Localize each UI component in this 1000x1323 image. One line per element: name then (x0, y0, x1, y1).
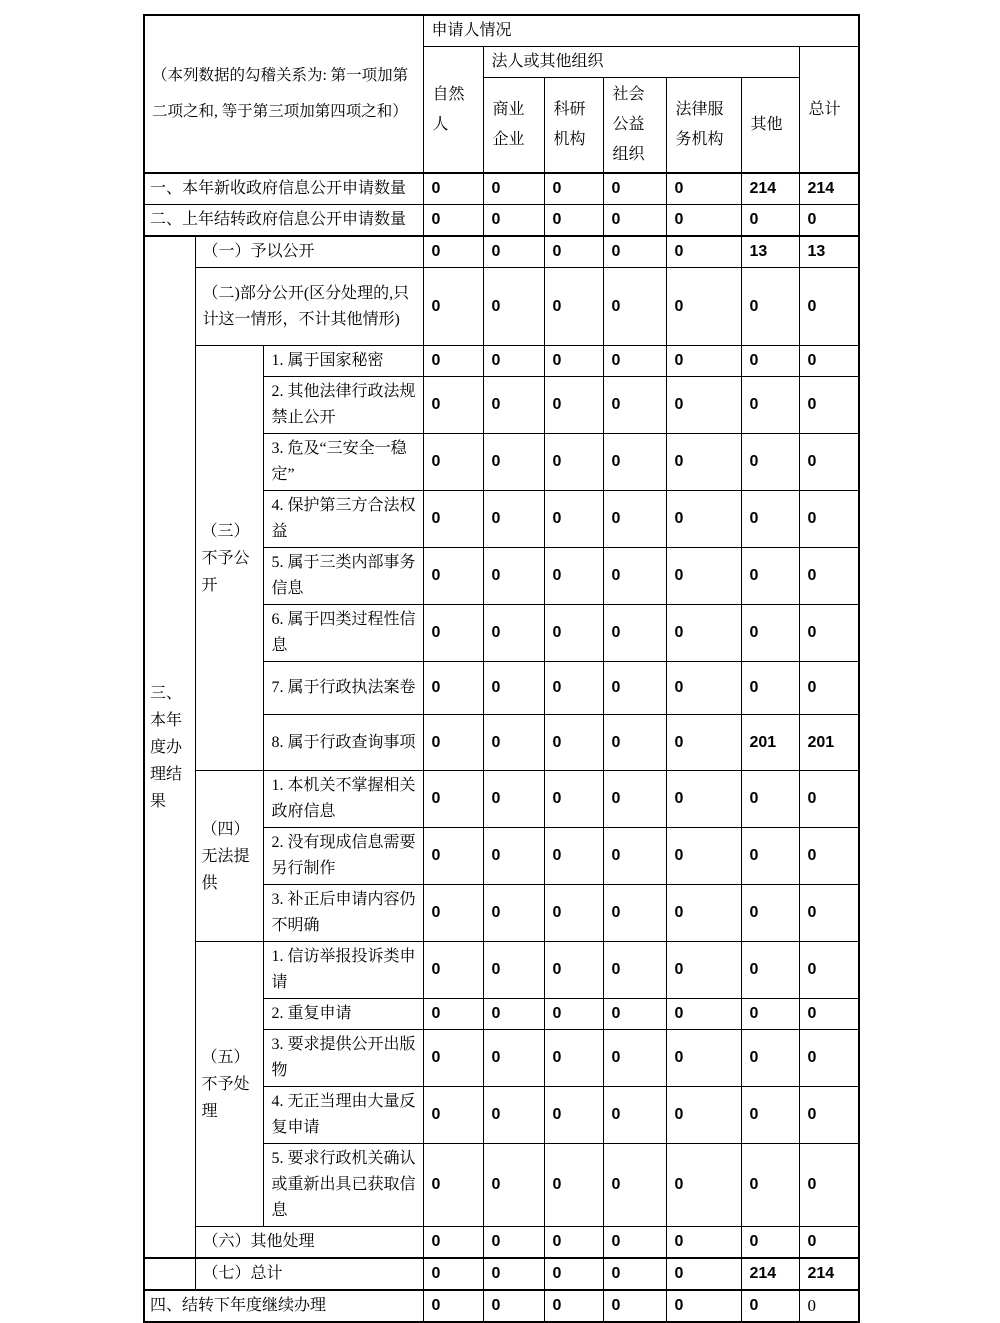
value-cell: 0 (666, 377, 741, 434)
row-label: 5. 属于三类内部事务信息 (263, 548, 423, 605)
value-cell: 0 (483, 1258, 544, 1290)
value-cell: 0 (423, 377, 483, 434)
value-cell: 0 (603, 942, 666, 999)
row-label: 二、上年结转政府信息公开申请数量 (144, 205, 423, 237)
value-cell: 0 (666, 715, 741, 771)
value-cell: 0 (544, 1030, 603, 1087)
row-label: 1. 本机关不掌握相关政府信息 (263, 771, 423, 828)
value-cell: 13 (799, 236, 859, 268)
value-cell: 0 (544, 268, 603, 346)
disclosure-requests-table (143, 14, 860, 1323)
value-cell: 0 (423, 771, 483, 828)
value-cell: 0 (741, 491, 799, 548)
header-total: 总计 (799, 47, 859, 174)
value-cell: 0 (666, 1144, 741, 1227)
row-label: （六）其他处理 (195, 1227, 423, 1259)
value-cell: 0 (799, 268, 859, 346)
value-cell: 0 (603, 346, 666, 377)
value-cell: 0 (603, 999, 666, 1030)
value-cell: 214 (799, 173, 859, 205)
value-cell: 13 (741, 236, 799, 268)
value-cell: 0 (666, 662, 741, 715)
row-label: 一、本年新收政府信息公开申请数量 (144, 173, 423, 205)
value-cell: 0 (483, 205, 544, 237)
value-cell: 0 (741, 942, 799, 999)
value-cell: 0 (799, 771, 859, 828)
value-cell: 0 (799, 1087, 859, 1144)
value-cell: 0 (544, 605, 603, 662)
value-cell: 0 (666, 1227, 741, 1259)
header-applicant-situation: 申请人情况 (423, 15, 859, 47)
value-cell: 0 (544, 434, 603, 491)
header-research-institution: 科研机构 (544, 78, 603, 174)
value-cell: 0 (603, 1144, 666, 1227)
value-cell: 0 (483, 715, 544, 771)
group-label-refuse-disclosure: （三）不予公开 (195, 346, 263, 771)
value-cell: 0 (799, 346, 859, 377)
value-cell: 0 (544, 377, 603, 434)
empty-cell (144, 1258, 195, 1290)
value-cell: 0 (483, 173, 544, 205)
value-cell: 0 (423, 205, 483, 237)
value-cell: 0 (483, 268, 544, 346)
value-cell: 0 (741, 1227, 799, 1259)
value-cell: 0 (603, 1290, 666, 1322)
value-cell: 0 (544, 1144, 603, 1227)
value-cell: 0 (799, 662, 859, 715)
value-cell: 0 (483, 434, 544, 491)
header-social-welfare-org: 社会公益组织 (603, 78, 666, 174)
value-cell: 0 (666, 236, 741, 268)
value-cell: 0 (603, 236, 666, 268)
value-cell: 0 (544, 885, 603, 942)
value-cell: 0 (544, 828, 603, 885)
value-cell: 0 (741, 548, 799, 605)
header-natural-person: 自然人 (423, 47, 483, 174)
value-cell: 0 (544, 662, 603, 715)
value-cell: 0 (544, 999, 603, 1030)
value-cell: 0 (483, 828, 544, 885)
value-cell: 0 (603, 377, 666, 434)
value-cell: 0 (483, 491, 544, 548)
value-cell: 0 (666, 1087, 741, 1144)
value-cell: 0 (666, 491, 741, 548)
row-label: 2. 其他法律行政法规禁止公开 (263, 377, 423, 434)
value-cell: 0 (799, 377, 859, 434)
value-cell: 0 (483, 885, 544, 942)
row-label: 7. 属于行政执法案卷 (263, 662, 423, 715)
row-label: 2. 没有现成信息需要另行制作 (263, 828, 423, 885)
value-cell: 0 (603, 715, 666, 771)
value-cell: 0 (423, 491, 483, 548)
value-cell: 0 (603, 605, 666, 662)
value-cell: 0 (423, 1227, 483, 1259)
value-cell: 0 (666, 1290, 741, 1322)
value-cell: 0 (483, 1144, 544, 1227)
value-cell: 0 (666, 205, 741, 237)
value-cell: 0 (423, 1087, 483, 1144)
value-cell: 0 (666, 346, 741, 377)
value-cell: 0 (423, 173, 483, 205)
value-cell: 0 (544, 942, 603, 999)
value-cell: 0 (666, 771, 741, 828)
row-label: 6. 属于四类过程性信息 (263, 605, 423, 662)
value-cell: 0 (603, 1258, 666, 1290)
value-cell: 0 (423, 1030, 483, 1087)
value-cell: 0 (544, 491, 603, 548)
value-cell: 0 (483, 771, 544, 828)
row-label: 5. 要求行政机关确认或重新出具已获取信息 (263, 1144, 423, 1227)
value-cell: 0 (603, 548, 666, 605)
value-cell: 0 (423, 268, 483, 346)
row-label: 3. 要求提供公开出版物 (263, 1030, 423, 1087)
value-cell: 0 (544, 771, 603, 828)
value-cell: 0 (483, 377, 544, 434)
value-cell: 0 (544, 1258, 603, 1290)
value-cell: 0 (799, 605, 859, 662)
value-cell: 0 (741, 1030, 799, 1087)
value-cell: 0 (544, 173, 603, 205)
value-cell: 0 (666, 268, 741, 346)
row-label: 8. 属于行政查询事项 (263, 715, 423, 771)
value-cell: 0 (483, 548, 544, 605)
value-cell: 0 (423, 662, 483, 715)
value-cell: 0 (483, 1290, 544, 1322)
value-cell: 0 (603, 885, 666, 942)
header-commercial-enterprise: 商业企业 (483, 78, 544, 174)
value-cell: 0 (483, 605, 544, 662)
value-cell: 0 (603, 771, 666, 828)
value-cell: 0 (423, 1258, 483, 1290)
value-cell: 0 (423, 715, 483, 771)
value-cell: 0 (741, 662, 799, 715)
value-cell: 0 (423, 885, 483, 942)
value-cell: 0 (423, 346, 483, 377)
value-cell: 0 (423, 236, 483, 268)
value-cell: 0 (799, 1030, 859, 1087)
value-cell: 0 (483, 662, 544, 715)
value-cell: 0 (603, 268, 666, 346)
value-cell: 0 (799, 1290, 859, 1322)
value-cell: 0 (741, 1144, 799, 1227)
value-cell: 0 (741, 434, 799, 491)
value-cell: 0 (741, 605, 799, 662)
row-label: 1. 信访举报投诉类申请 (263, 942, 423, 999)
value-cell: 0 (666, 173, 741, 205)
value-cell: 0 (666, 999, 741, 1030)
value-cell: 0 (423, 605, 483, 662)
value-cell: 201 (799, 715, 859, 771)
value-cell: 0 (483, 236, 544, 268)
value-cell: 0 (666, 548, 741, 605)
value-cell: 0 (603, 1087, 666, 1144)
row-label: 四、结转下年度继续办理 (144, 1290, 423, 1322)
value-cell: 0 (423, 1144, 483, 1227)
value-cell: 0 (483, 942, 544, 999)
value-cell: 0 (799, 548, 859, 605)
row-label: （七）总计 (195, 1258, 423, 1290)
value-cell: 0 (666, 605, 741, 662)
value-cell: 0 (423, 942, 483, 999)
value-cell: 0 (544, 236, 603, 268)
value-cell: 0 (666, 942, 741, 999)
value-cell: 214 (741, 1258, 799, 1290)
row-label: （一）予以公开 (195, 236, 423, 268)
value-cell: 0 (544, 205, 603, 237)
value-cell: 0 (603, 491, 666, 548)
value-cell: 0 (603, 173, 666, 205)
group-label-refuse-to-process: （五）不予处理 (195, 942, 263, 1227)
value-cell: 214 (741, 173, 799, 205)
header-other: 其他 (741, 78, 799, 174)
value-cell: 0 (544, 548, 603, 605)
row-label: 1. 属于国家秘密 (263, 346, 423, 377)
value-cell: 0 (544, 1290, 603, 1322)
value-cell: 0 (741, 1087, 799, 1144)
value-cell: 0 (483, 1087, 544, 1144)
value-cell: 0 (799, 205, 859, 237)
value-cell: 0 (799, 828, 859, 885)
value-cell: 0 (544, 1227, 603, 1259)
value-cell: 0 (544, 1087, 603, 1144)
value-cell: 0 (666, 434, 741, 491)
header-legal-org: 法人或其他组织 (483, 47, 799, 78)
value-cell: 0 (666, 885, 741, 942)
section-label-results: 三、本年度办理结果 (144, 236, 195, 1258)
value-cell: 0 (799, 999, 859, 1030)
value-cell: 0 (799, 1227, 859, 1259)
value-cell: 0 (603, 1030, 666, 1087)
value-cell: 0 (799, 491, 859, 548)
row-label: （二)部分公开(区分处理的,只计这一情形，不计其他情形) (195, 268, 423, 346)
value-cell: 0 (483, 1227, 544, 1259)
value-cell: 0 (603, 662, 666, 715)
header-legal-service-org: 法律服务机构 (666, 78, 741, 174)
row-label: 4. 保护第三方合法权益 (263, 491, 423, 548)
row-label: 3. 补正后申请内容仍不明确 (263, 885, 423, 942)
value-cell: 0 (741, 999, 799, 1030)
value-cell: 0 (799, 1144, 859, 1227)
value-cell: 0 (603, 1227, 666, 1259)
value-cell: 0 (483, 346, 544, 377)
value-cell: 0 (666, 1030, 741, 1087)
value-cell: 0 (741, 205, 799, 237)
value-cell: 0 (483, 999, 544, 1030)
value-cell: 0 (423, 548, 483, 605)
value-cell: 0 (544, 346, 603, 377)
value-cell: 0 (544, 715, 603, 771)
value-cell: 0 (666, 1258, 741, 1290)
value-cell: 0 (423, 1290, 483, 1322)
value-cell: 0 (666, 828, 741, 885)
value-cell: 0 (799, 434, 859, 491)
group-label-unable-to-provide: （四）无法提供 (195, 771, 263, 942)
row-label: 4. 无正当理由大量反复申请 (263, 1087, 423, 1144)
reconciliation-note: （本列数据的勾稽关系为: 第一项加第二项之和, 等于第三项加第四项之和） (144, 15, 423, 173)
value-cell: 0 (603, 828, 666, 885)
row-label: 3. 危及“三安全一稳定” (263, 434, 423, 491)
value-cell: 0 (603, 205, 666, 237)
value-cell: 0 (741, 828, 799, 885)
value-cell: 0 (799, 885, 859, 942)
row-label: 2. 重复申请 (263, 999, 423, 1030)
value-cell: 0 (741, 268, 799, 346)
value-cell: 0 (423, 828, 483, 885)
value-cell: 0 (603, 434, 666, 491)
value-cell: 0 (423, 999, 483, 1030)
value-cell: 214 (799, 1258, 859, 1290)
value-cell: 0 (741, 1290, 799, 1322)
value-cell: 0 (741, 377, 799, 434)
value-cell: 201 (741, 715, 799, 771)
value-cell: 0 (741, 771, 799, 828)
value-cell: 0 (741, 346, 799, 377)
value-cell: 0 (799, 942, 859, 999)
value-cell: 0 (483, 1030, 544, 1087)
value-cell: 0 (741, 885, 799, 942)
value-cell: 0 (423, 434, 483, 491)
